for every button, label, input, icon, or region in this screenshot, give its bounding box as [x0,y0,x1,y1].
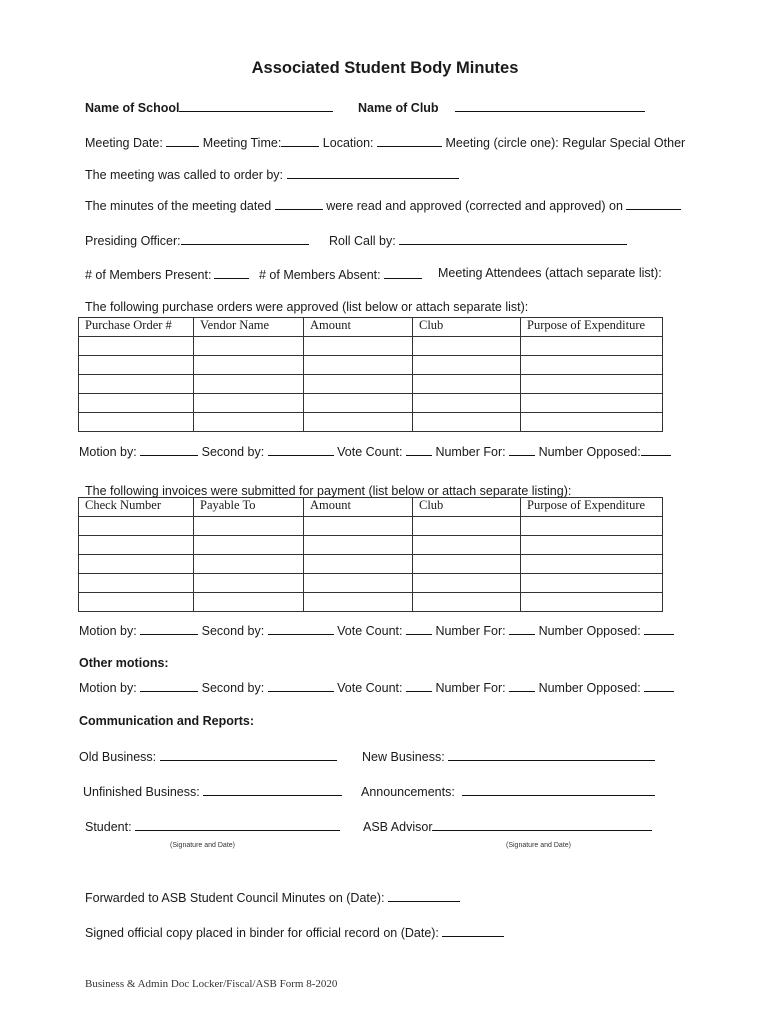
purchase-col-order: Purchase Order # [79,318,194,337]
old-business-input[interactable] [160,748,337,761]
asb-advisor-label: ASB Advisor [363,820,433,834]
vote-count-label: Vote Count: [337,445,403,459]
table-row [79,593,663,612]
meeting-time-label: Meeting Time: [202,136,282,150]
minutes-dated-input[interactable] [275,197,323,210]
table-row [79,394,663,413]
old-business-label: Old Business: [79,750,157,764]
vote-count-input[interactable] [406,679,432,692]
signed-row [85,924,504,940]
members-absent-label: # of Members Absent: [259,268,381,282]
called-to-order-label: The meeting was called to order by: [85,168,284,182]
number-for-input[interactable] [509,679,535,692]
purchase-col-purpose: Purpose of Expenditure [521,318,663,337]
members-absent-input[interactable] [384,266,422,279]
motion-by-label: Motion by: [79,624,137,638]
table-row [79,375,663,394]
vote-count-input[interactable] [406,443,432,456]
club-label: Name of Club [358,101,439,115]
presiding-officer-label: Presiding Officer: [85,234,181,248]
purchase-col-vendor: Vendor Name [194,318,304,337]
purchase-col-club: Club [413,318,521,337]
new-business-input[interactable] [448,748,655,761]
meeting-type-label: Meeting (circle one): Regular Special Other [445,136,686,150]
presiding-officer-row [85,232,309,248]
table-row [79,337,663,356]
invoices-col-amount: Amount [304,498,413,517]
minutes-suffix: were read and approved (corrected and approved) on [326,199,623,213]
student-label: Student: [85,820,132,834]
presiding-officer-input[interactable] [181,232,309,245]
roll-call-input[interactable] [399,232,627,245]
invoices-col-check: Check Number [79,498,194,517]
unfinished-business-label: Unfinished Business: [83,785,200,799]
asb-advisor-row [363,818,652,834]
motion-by-input[interactable] [140,443,198,456]
attendees-label: Meeting Attendees (attach separate list): [438,266,662,280]
old-business-row [79,748,337,764]
invoices-header-row [79,498,663,517]
forwarded-label: Forwarded to ASB Student Council Minutes on (Date): [85,891,385,905]
purchase-intro: The following purchase orders were approved (list below or attach separate list): [85,300,529,314]
invoices-table [78,497,663,612]
advisor-signature-note: (Signature and Date) [506,842,571,849]
meeting-date-input[interactable] [166,134,199,147]
new-business-row [362,748,655,764]
announcements-row [361,783,655,799]
student-signature-input[interactable] [135,818,340,831]
table-row [79,555,663,574]
table-row [79,356,663,375]
form-footer: Business & Admin Doc Locker/Fiscal/ASB Form 8-2020 [85,978,338,990]
members-present-row [85,266,249,282]
members-present-label: # of Members Present: [85,268,212,282]
purchase-header-row [79,318,663,337]
roll-call-row [329,232,627,248]
number-opposed-input[interactable] [641,443,671,456]
student-row [85,818,340,834]
roll-call-label: Roll Call by: [329,234,396,248]
new-business-label: New Business: [362,750,445,764]
second-by-input[interactable] [268,679,334,692]
second-by-label: Second by: [201,445,265,459]
minutes-approved-date-input[interactable] [626,197,681,210]
location-input[interactable] [377,134,442,147]
second-by-label: Second by: [201,681,265,695]
announcements-input[interactable] [462,783,655,796]
table-row [79,413,663,432]
second-by-label: Second by: [201,624,265,638]
motion-by-input[interactable] [140,622,198,635]
number-for-input[interactable] [509,622,535,635]
number-opposed-label: Number Opposed: [538,681,641,695]
motion-row-other [79,679,674,695]
second-by-input[interactable] [268,443,334,456]
minutes-approved-row [85,197,681,213]
vote-count-input[interactable] [406,622,432,635]
motion-by-input[interactable] [140,679,198,692]
vote-count-label: Vote Count: [337,681,403,695]
number-for-label: Number For: [435,624,506,638]
motion-row-invoices [79,622,674,638]
number-opposed-label: Number Opposed: [538,624,641,638]
called-to-order-input[interactable] [287,166,459,179]
meeting-details-row [85,134,685,150]
second-by-input[interactable] [268,622,334,635]
invoices-col-club: Club [413,498,521,517]
purchase-col-amount: Amount [304,318,413,337]
school-field [85,99,333,115]
table-row [79,536,663,555]
unfinished-business-row [83,783,342,799]
signed-label: Signed official copy placed in binder for official record on (Date): [85,926,439,940]
invoices-intro: The following invoices were submitted for payment (list below or attach separate listing): [85,484,572,498]
motion-by-label: Motion by: [79,445,137,459]
asb-advisor-signature-input[interactable] [432,818,652,831]
location-label: Location: [322,136,374,150]
number-for-label: Number For: [435,681,506,695]
meeting-date-label: Meeting Date: [85,136,163,150]
motion-by-label: Motion by: [79,681,137,695]
table-row [79,574,663,593]
signed-date-input[interactable] [442,924,504,937]
other-motions-heading: Other motions: [79,656,169,670]
number-for-label: Number For: [435,445,506,459]
invoices-col-purpose: Purpose of Expenditure [521,498,663,517]
communication-heading: Communication and Reports: [79,714,255,728]
forwarded-date-input[interactable] [388,889,460,902]
motion-row-purchase [79,443,671,459]
student-signature-note: (Signature and Date) [170,842,235,849]
members-present-input[interactable] [214,266,249,279]
called-to-order-row [85,166,459,182]
number-opposed-input[interactable] [644,622,674,635]
club-field [358,99,645,115]
school-input[interactable] [179,99,333,112]
minutes-prefix: The minutes of the meeting dated [85,199,272,213]
number-opposed-input[interactable] [644,679,674,692]
club-input[interactable] [455,99,645,112]
meeting-time-input[interactable] [281,134,319,147]
purchase-orders-table [78,317,663,432]
form-title: Associated Student Body Minutes [251,59,519,77]
table-row [79,517,663,536]
members-absent-row [259,266,422,282]
school-label: Name of School [85,101,180,115]
announcements-label: Announcements: [361,785,455,799]
number-for-input[interactable] [509,443,535,456]
forwarded-row [85,889,460,905]
unfinished-business-input[interactable] [203,783,342,796]
number-opposed-label: Number Opposed: [538,445,641,459]
vote-count-label: Vote Count: [337,624,403,638]
invoices-col-payable: Payable To [194,498,304,517]
